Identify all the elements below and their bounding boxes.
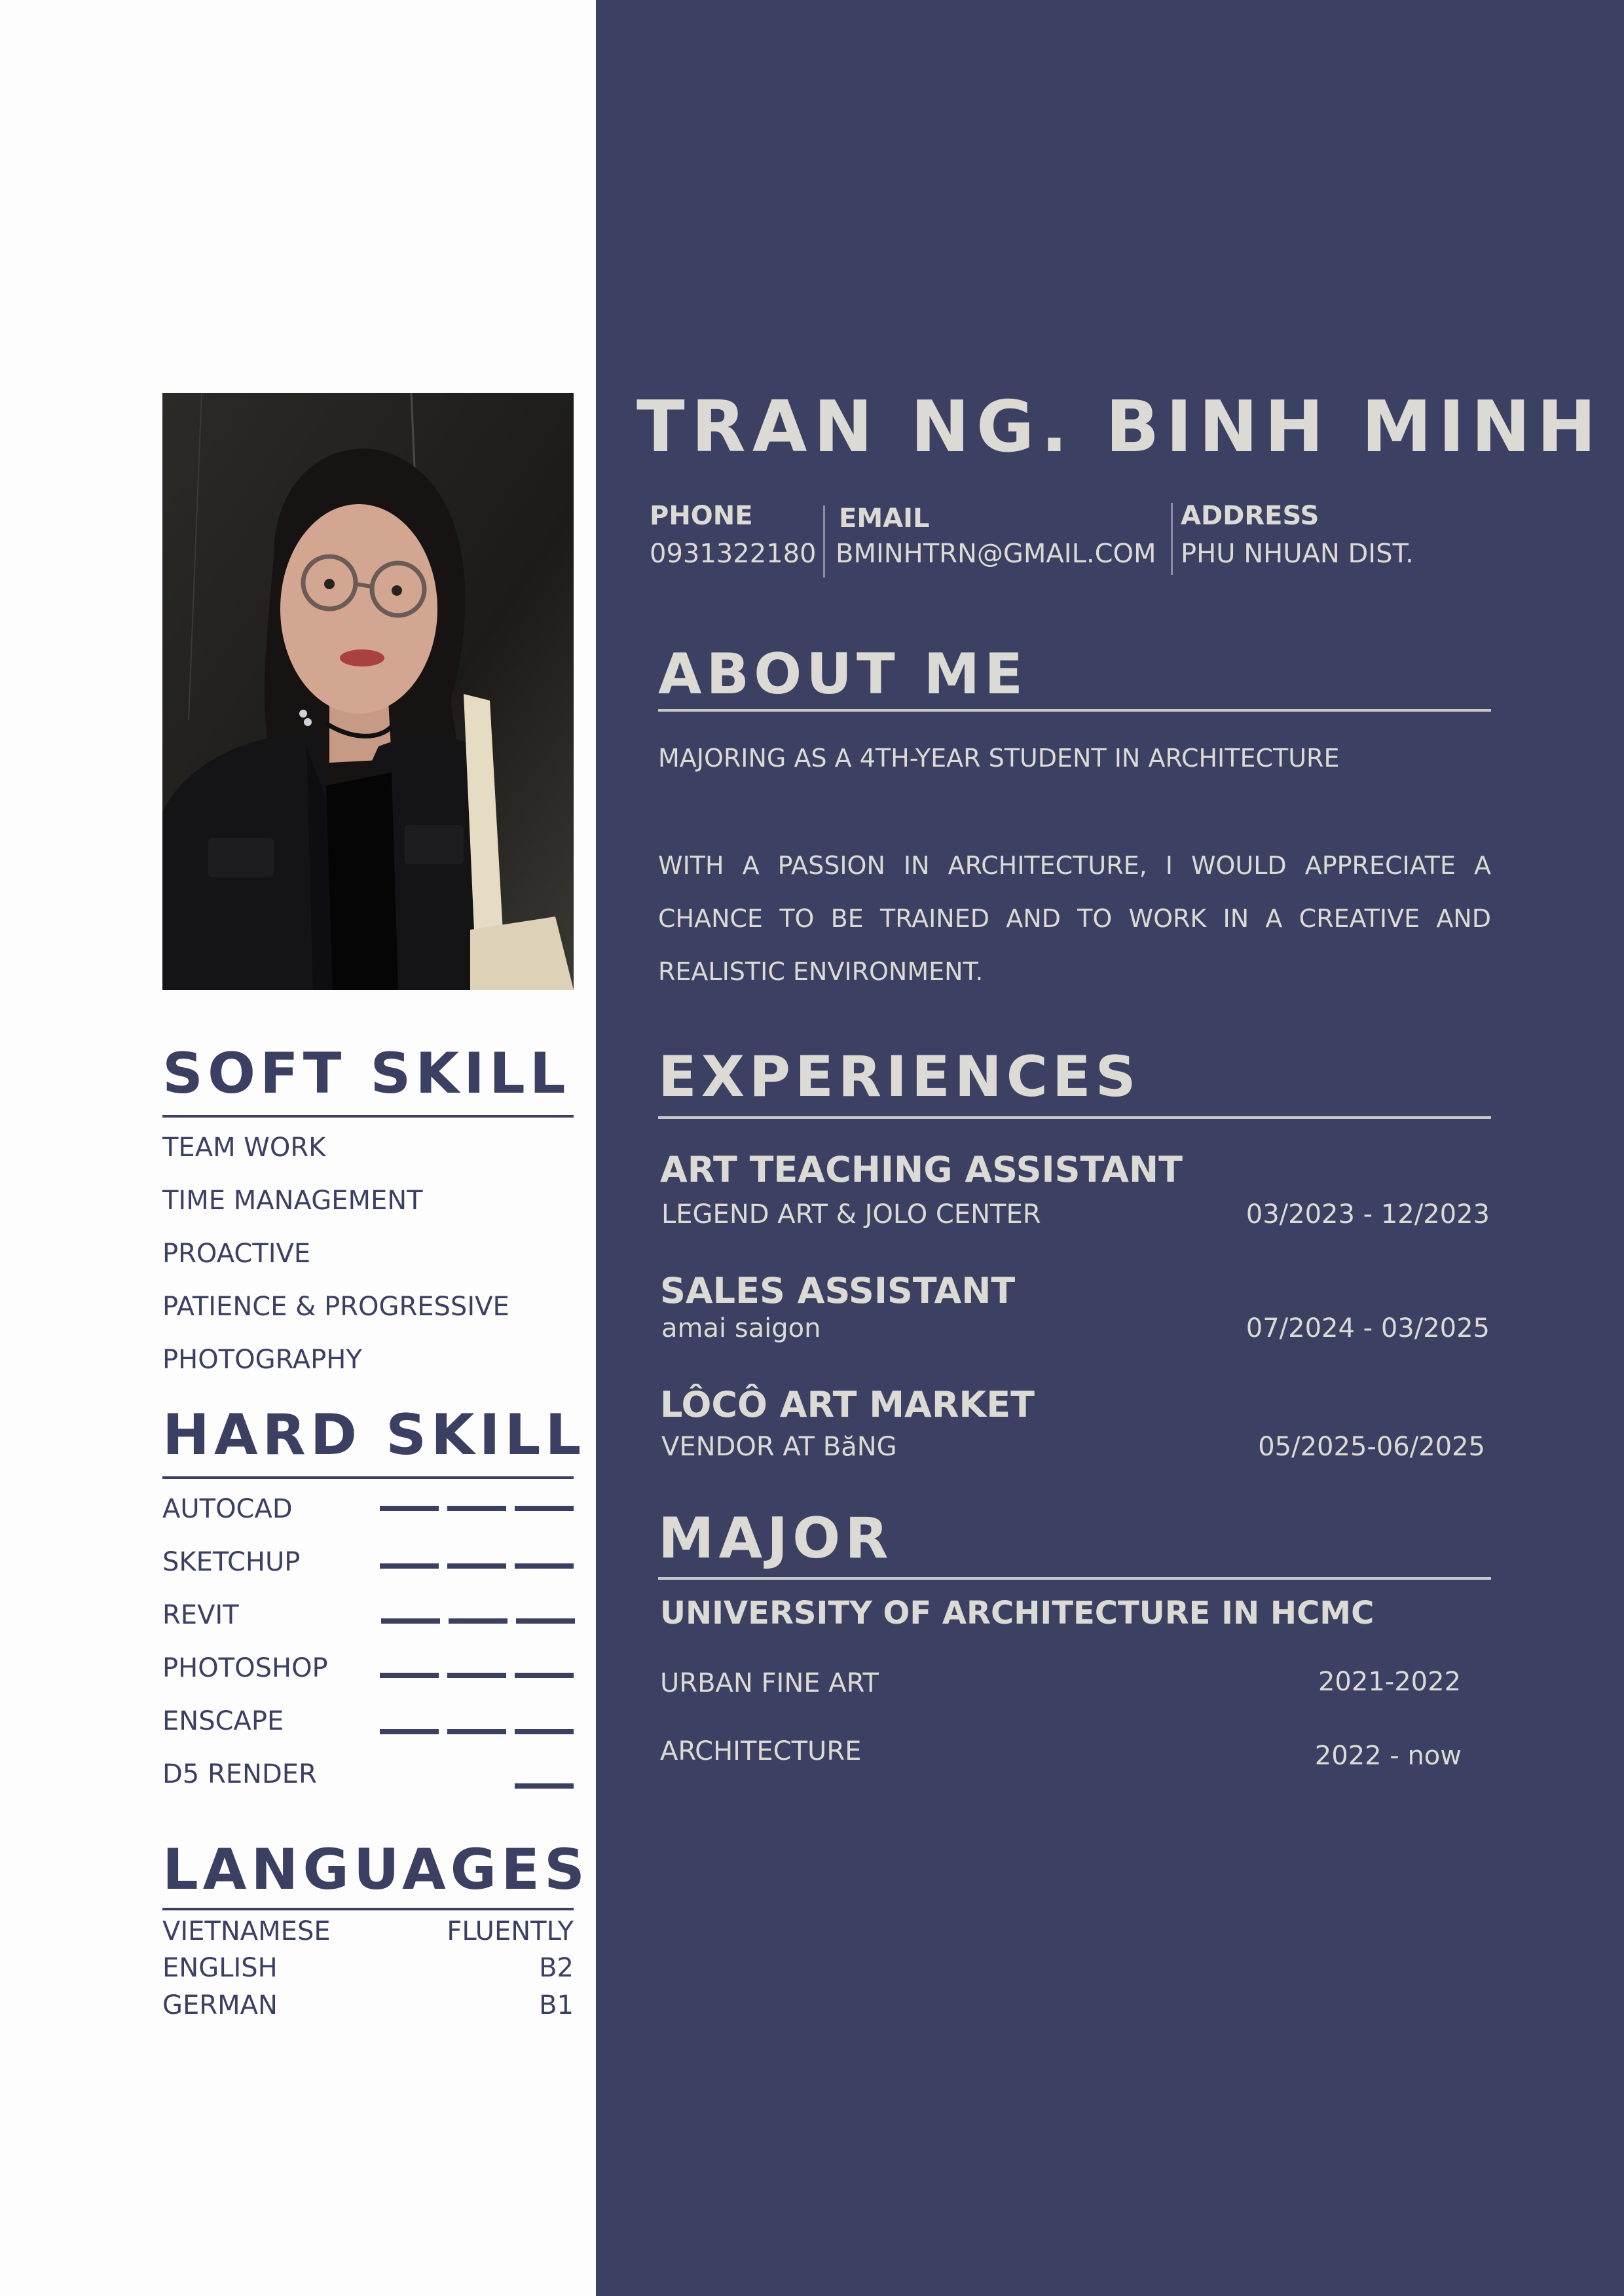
skill-level-segment	[515, 1673, 574, 1678]
skill-level-bar	[380, 1673, 574, 1678]
skill-level-segment	[447, 1673, 506, 1678]
language-row	[162, 1953, 574, 1983]
skill-level-segment	[515, 1729, 574, 1734]
phone-label: PHONE	[650, 501, 753, 531]
skill-level-segment	[447, 1563, 506, 1569]
skill-level-segment	[380, 1563, 439, 1569]
contact-divider	[1171, 503, 1173, 575]
soft-skill-item: TEAM WORK	[162, 1133, 326, 1163]
job-dates: 05/2025-06/2025	[1258, 1432, 1485, 1462]
language-row	[162, 1916, 574, 1946]
skill-level-segment	[515, 1783, 574, 1789]
about-line: MAJORING AS A 4TH-YEAR STUDENT IN ARCHITECTURE	[658, 744, 1340, 773]
experiences-title: EXPERIENCES	[658, 1044, 1141, 1110]
university-name: UNIVERSITY OF ARCHITECTURE IN HCMC	[660, 1595, 1375, 1631]
section-rule	[162, 1908, 574, 1910]
language-level: B2	[539, 1953, 574, 1983]
address-value: PHU NHUAN DIST.	[1181, 539, 1414, 569]
major-years: 2022 - now	[1314, 1741, 1462, 1771]
candidate-name: TRAN NG. BINH MINH	[637, 386, 1603, 468]
hard-skill-name: SKETCHUP	[162, 1547, 301, 1577]
profile-photo	[162, 393, 574, 990]
job-title: LÔCÔ ART MARKET	[660, 1384, 1035, 1425]
skill-level-segment	[447, 1729, 506, 1734]
hard-skill-name: ENSCAPE	[162, 1706, 284, 1736]
language-name: VIETNAMESE	[162, 1916, 331, 1946]
languages-title: LANGUAGES	[162, 1837, 589, 1903]
soft-skill-item: PHOTOGRAPHY	[162, 1345, 362, 1375]
skill-level-segment	[380, 1506, 439, 1511]
job-dates: 07/2024 - 03/2025	[1246, 1313, 1490, 1343]
language-name: GERMAN	[162, 1990, 278, 2020]
section-rule	[658, 1577, 1491, 1580]
address-label: ADDRESS	[1181, 501, 1320, 531]
email-value: BMINHTRN@GMAIL.COM	[836, 539, 1156, 569]
major-item: URBAN FINE ART	[660, 1668, 879, 1698]
language-level: B1	[539, 1990, 574, 2020]
job-org: LEGEND ART & JOLO CENTER	[661, 1199, 1041, 1230]
section-rule	[658, 1116, 1491, 1119]
skill-level-segment	[515, 1506, 574, 1511]
skill-level-segment	[380, 1729, 439, 1734]
skill-level-segment	[381, 1618, 440, 1624]
skill-level-bar	[380, 1783, 574, 1789]
skill-level-bar	[380, 1563, 574, 1569]
section-rule	[162, 1115, 574, 1118]
email-label: EMAIL	[839, 503, 930, 534]
soft-skill-item: PROACTIVE	[162, 1239, 311, 1269]
job-title: SALES ASSISTANT	[660, 1270, 1016, 1311]
skill-level-segment	[449, 1618, 507, 1624]
major-title: MAJOR	[658, 1506, 893, 1571]
skill-level-bar	[380, 1729, 574, 1734]
job-org: VENDOR AT BăNG	[661, 1432, 897, 1462]
major-item: ARCHITECTURE	[660, 1736, 862, 1766]
skill-level-segment	[516, 1618, 575, 1624]
soft-skill-item: PATIENCE & PROGRESSIVE	[162, 1292, 509, 1322]
section-rule	[162, 1476, 574, 1479]
about-title: ABOUT ME	[658, 642, 1027, 707]
language-name: ENGLISH	[162, 1953, 278, 1983]
right-panel	[596, 0, 1624, 2296]
about-paragraph: WITH A PASSION IN ARCHITECTURE, I WOULD APPRECIATE A CHANCE TO BE TRAINED AND TO WORK IN A CREATIVE AND REALISTIC ENVIRONMENT.	[658, 851, 1491, 986]
skill-level-segment	[447, 1506, 506, 1511]
language-level: FLUENTLY	[447, 1916, 574, 1946]
contact-divider	[823, 505, 825, 577]
soft-skill-title: SOFT SKILL	[162, 1041, 570, 1106]
hard-skill-name: PHOTOSHOP	[162, 1653, 328, 1683]
hard-skill-name: REVIT	[162, 1600, 239, 1630]
section-rule	[658, 709, 1491, 712]
skill-level-segment	[515, 1563, 574, 1569]
job-title: ART TEACHING ASSISTANT	[660, 1149, 1183, 1190]
job-org: amai saigon	[661, 1313, 821, 1343]
skill-level-bar	[381, 1618, 575, 1624]
skill-level-segment	[380, 1673, 439, 1678]
hard-skill-title: HARD SKILL	[162, 1402, 586, 1468]
skill-level-bar	[380, 1506, 574, 1511]
hard-skill-name: AUTOCAD	[162, 1494, 293, 1524]
language-row	[162, 1990, 574, 2020]
hard-skill-name: D5 RENDER	[162, 1759, 317, 1789]
phone-value: 0931322180	[650, 539, 817, 569]
soft-skill-item: TIME MANAGEMENT	[162, 1186, 423, 1216]
job-dates: 03/2023 - 12/2023	[1246, 1199, 1490, 1230]
major-years: 2021-2022	[1318, 1667, 1461, 1697]
